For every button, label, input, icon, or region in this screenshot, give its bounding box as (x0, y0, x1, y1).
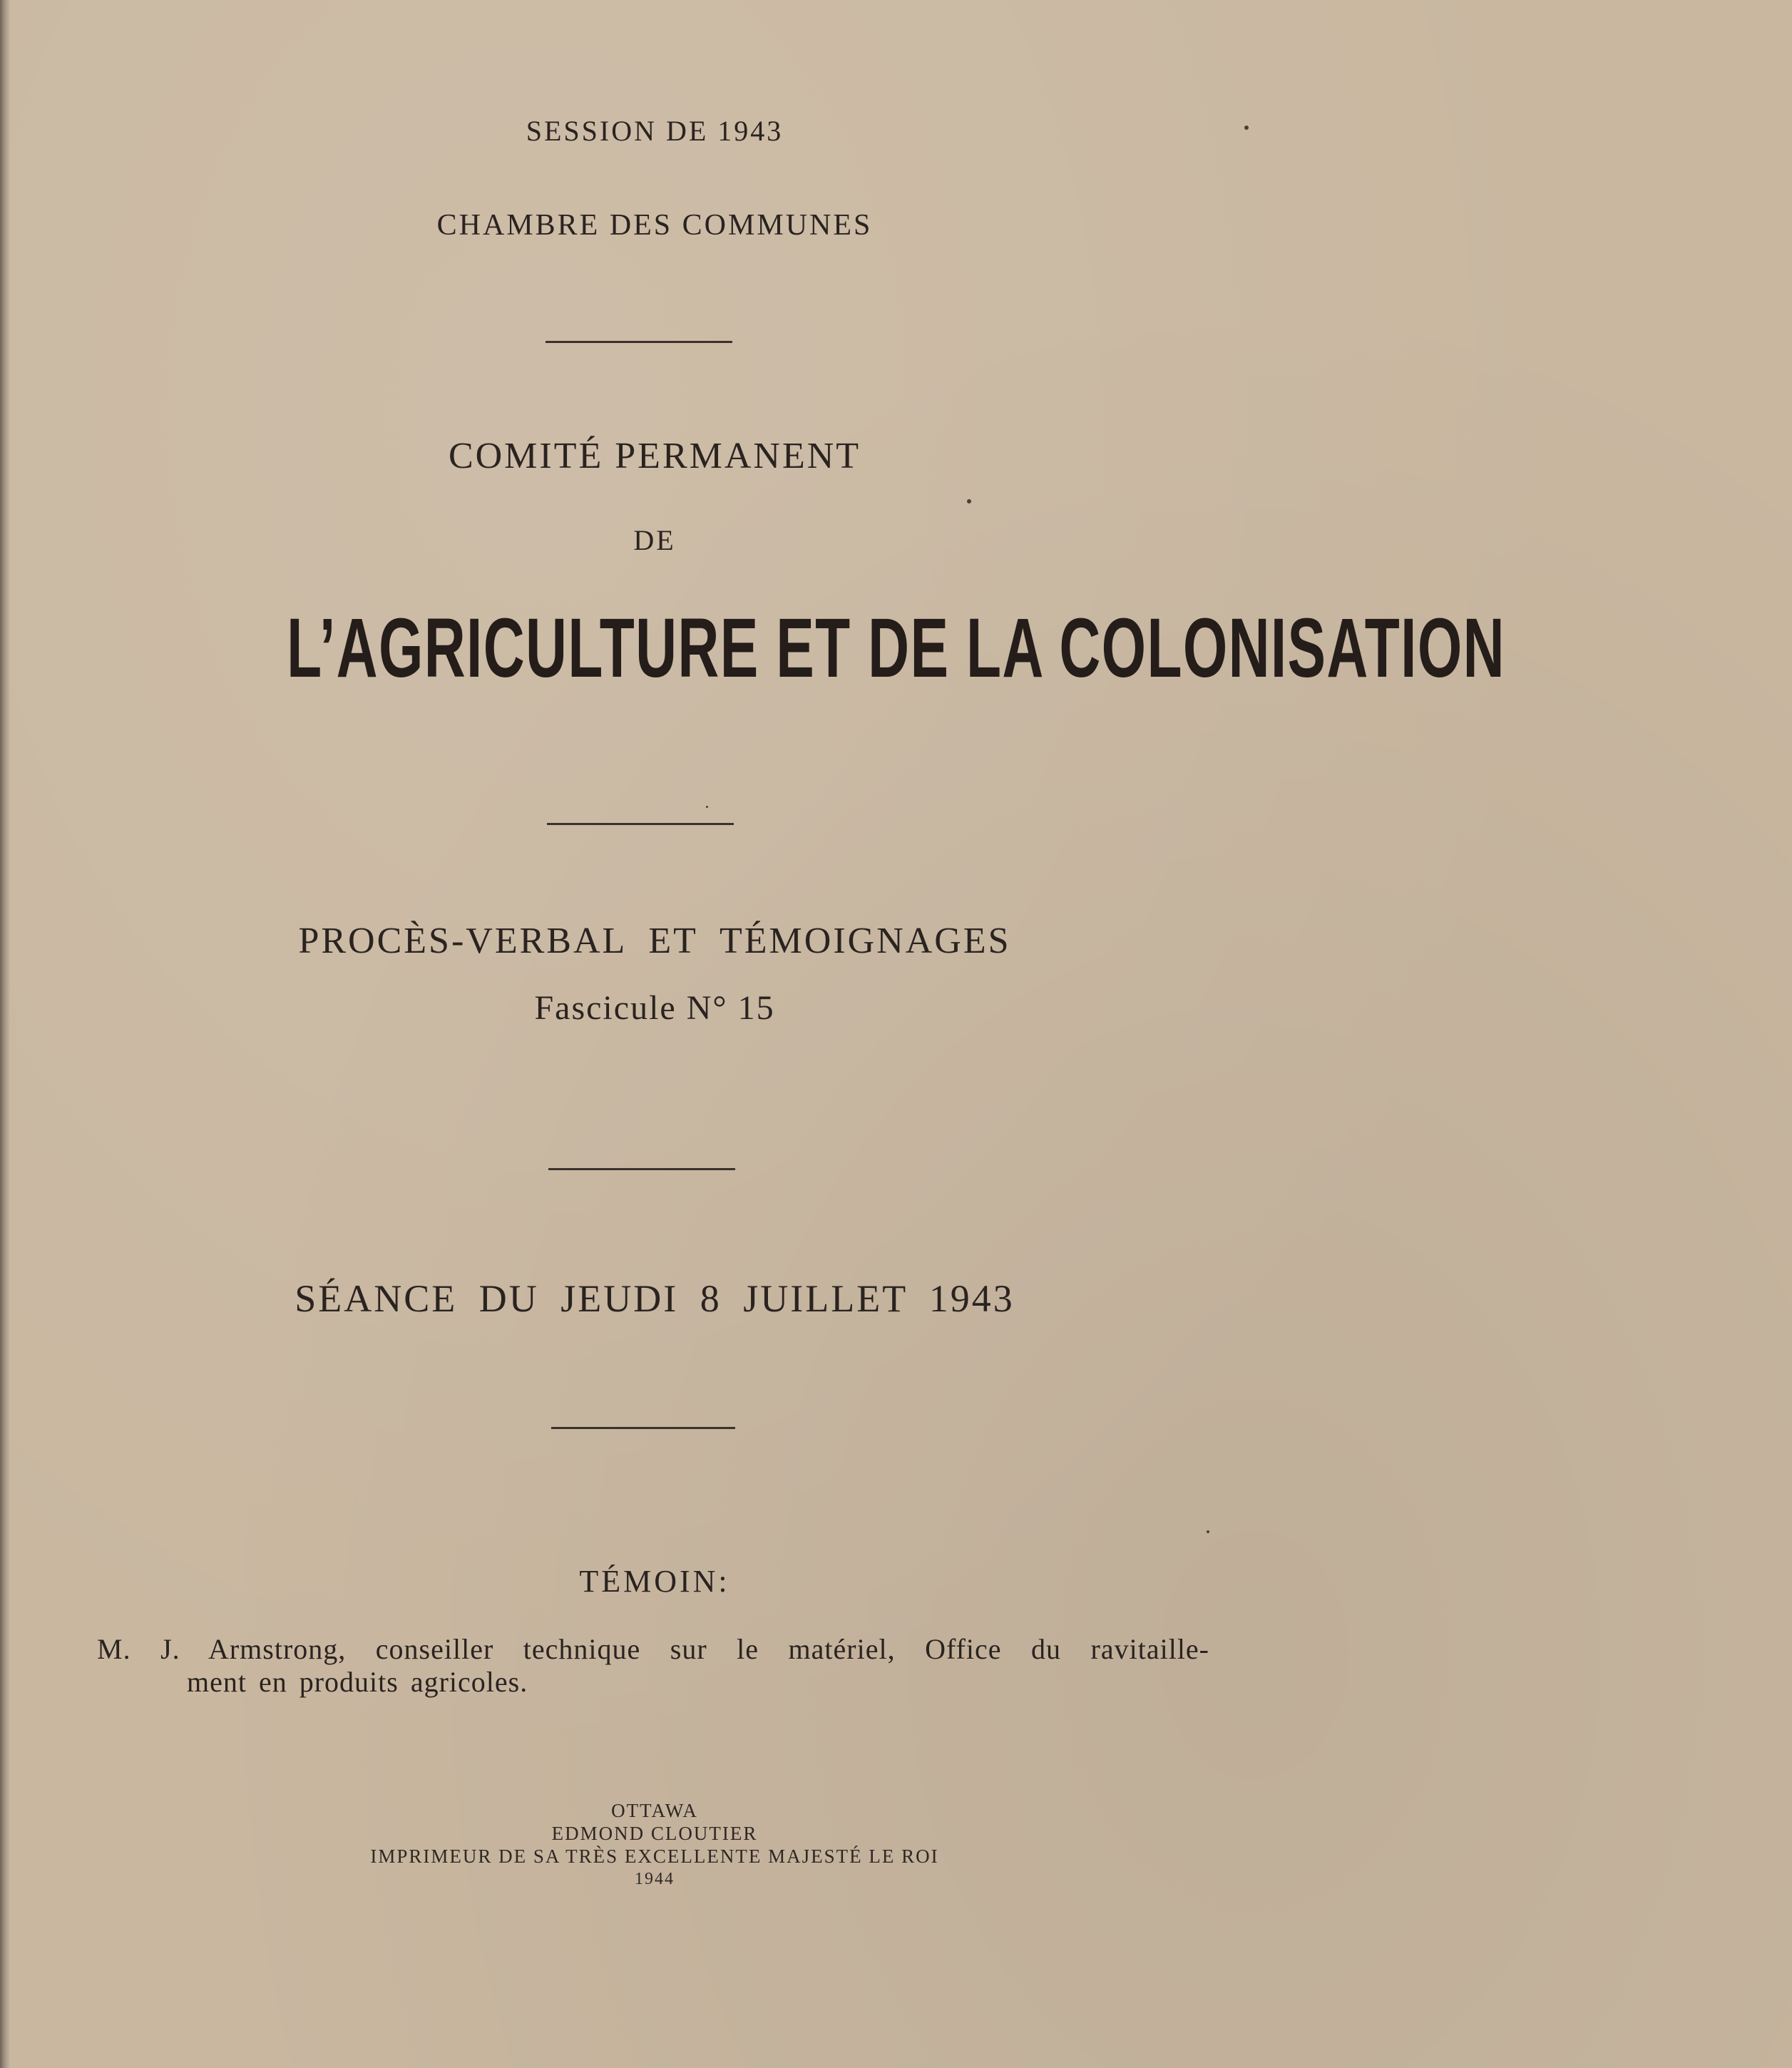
witness-entry (97, 1633, 1209, 1699)
imprint-printer-title: IMPRIMEUR DE SA TRÈS EXCELLENTE MAJESTÉ LE ROI (370, 1846, 939, 1867)
proceedings-title: PROCÈS-VERBAL ET TÉMOIGNAGES (298, 921, 1011, 961)
witness-line-1: M. J. Armstrong, conseiller technique sur le matériel, Office du ravitaille- (97, 1633, 1209, 1665)
divider-rule (551, 1427, 735, 1429)
imprint-printer: EDMOND CLOUTIER (551, 1823, 758, 1844)
witness-line-2: ment en produits agricoles. (187, 1666, 528, 1698)
paper-speck (706, 806, 708, 808)
paper-speck (1244, 126, 1249, 130)
imprint-year: 1944 (635, 1870, 675, 1888)
witness-label: TÉMOIN: (579, 1564, 730, 1599)
binding-edge (0, 0, 10, 2068)
divider-rule (546, 341, 732, 343)
fascicule-number: Fascicule N° 15 (534, 989, 775, 1027)
divider-rule (548, 1168, 735, 1170)
paper-speck (967, 499, 971, 503)
chamber-heading: CHAMBRE DES COMMUNES (436, 209, 873, 242)
committee-heading: COMITÉ PERMANENT (448, 436, 861, 476)
imprint-city: OTTAWA (611, 1800, 698, 1821)
session-heading: SESSION DE 1943 (526, 115, 784, 147)
committee-connector: DE (633, 524, 676, 556)
sitting-date: SÉANCE DU JEUDI 8 JUILLET 1943 (295, 1277, 1015, 1320)
paper-speck (1207, 1530, 1209, 1533)
divider-rule (547, 823, 734, 825)
committee-title (0, 601, 1505, 695)
committee-title-text: L’AGRICULTURE ET DE LA COLONISATION (287, 601, 1505, 695)
